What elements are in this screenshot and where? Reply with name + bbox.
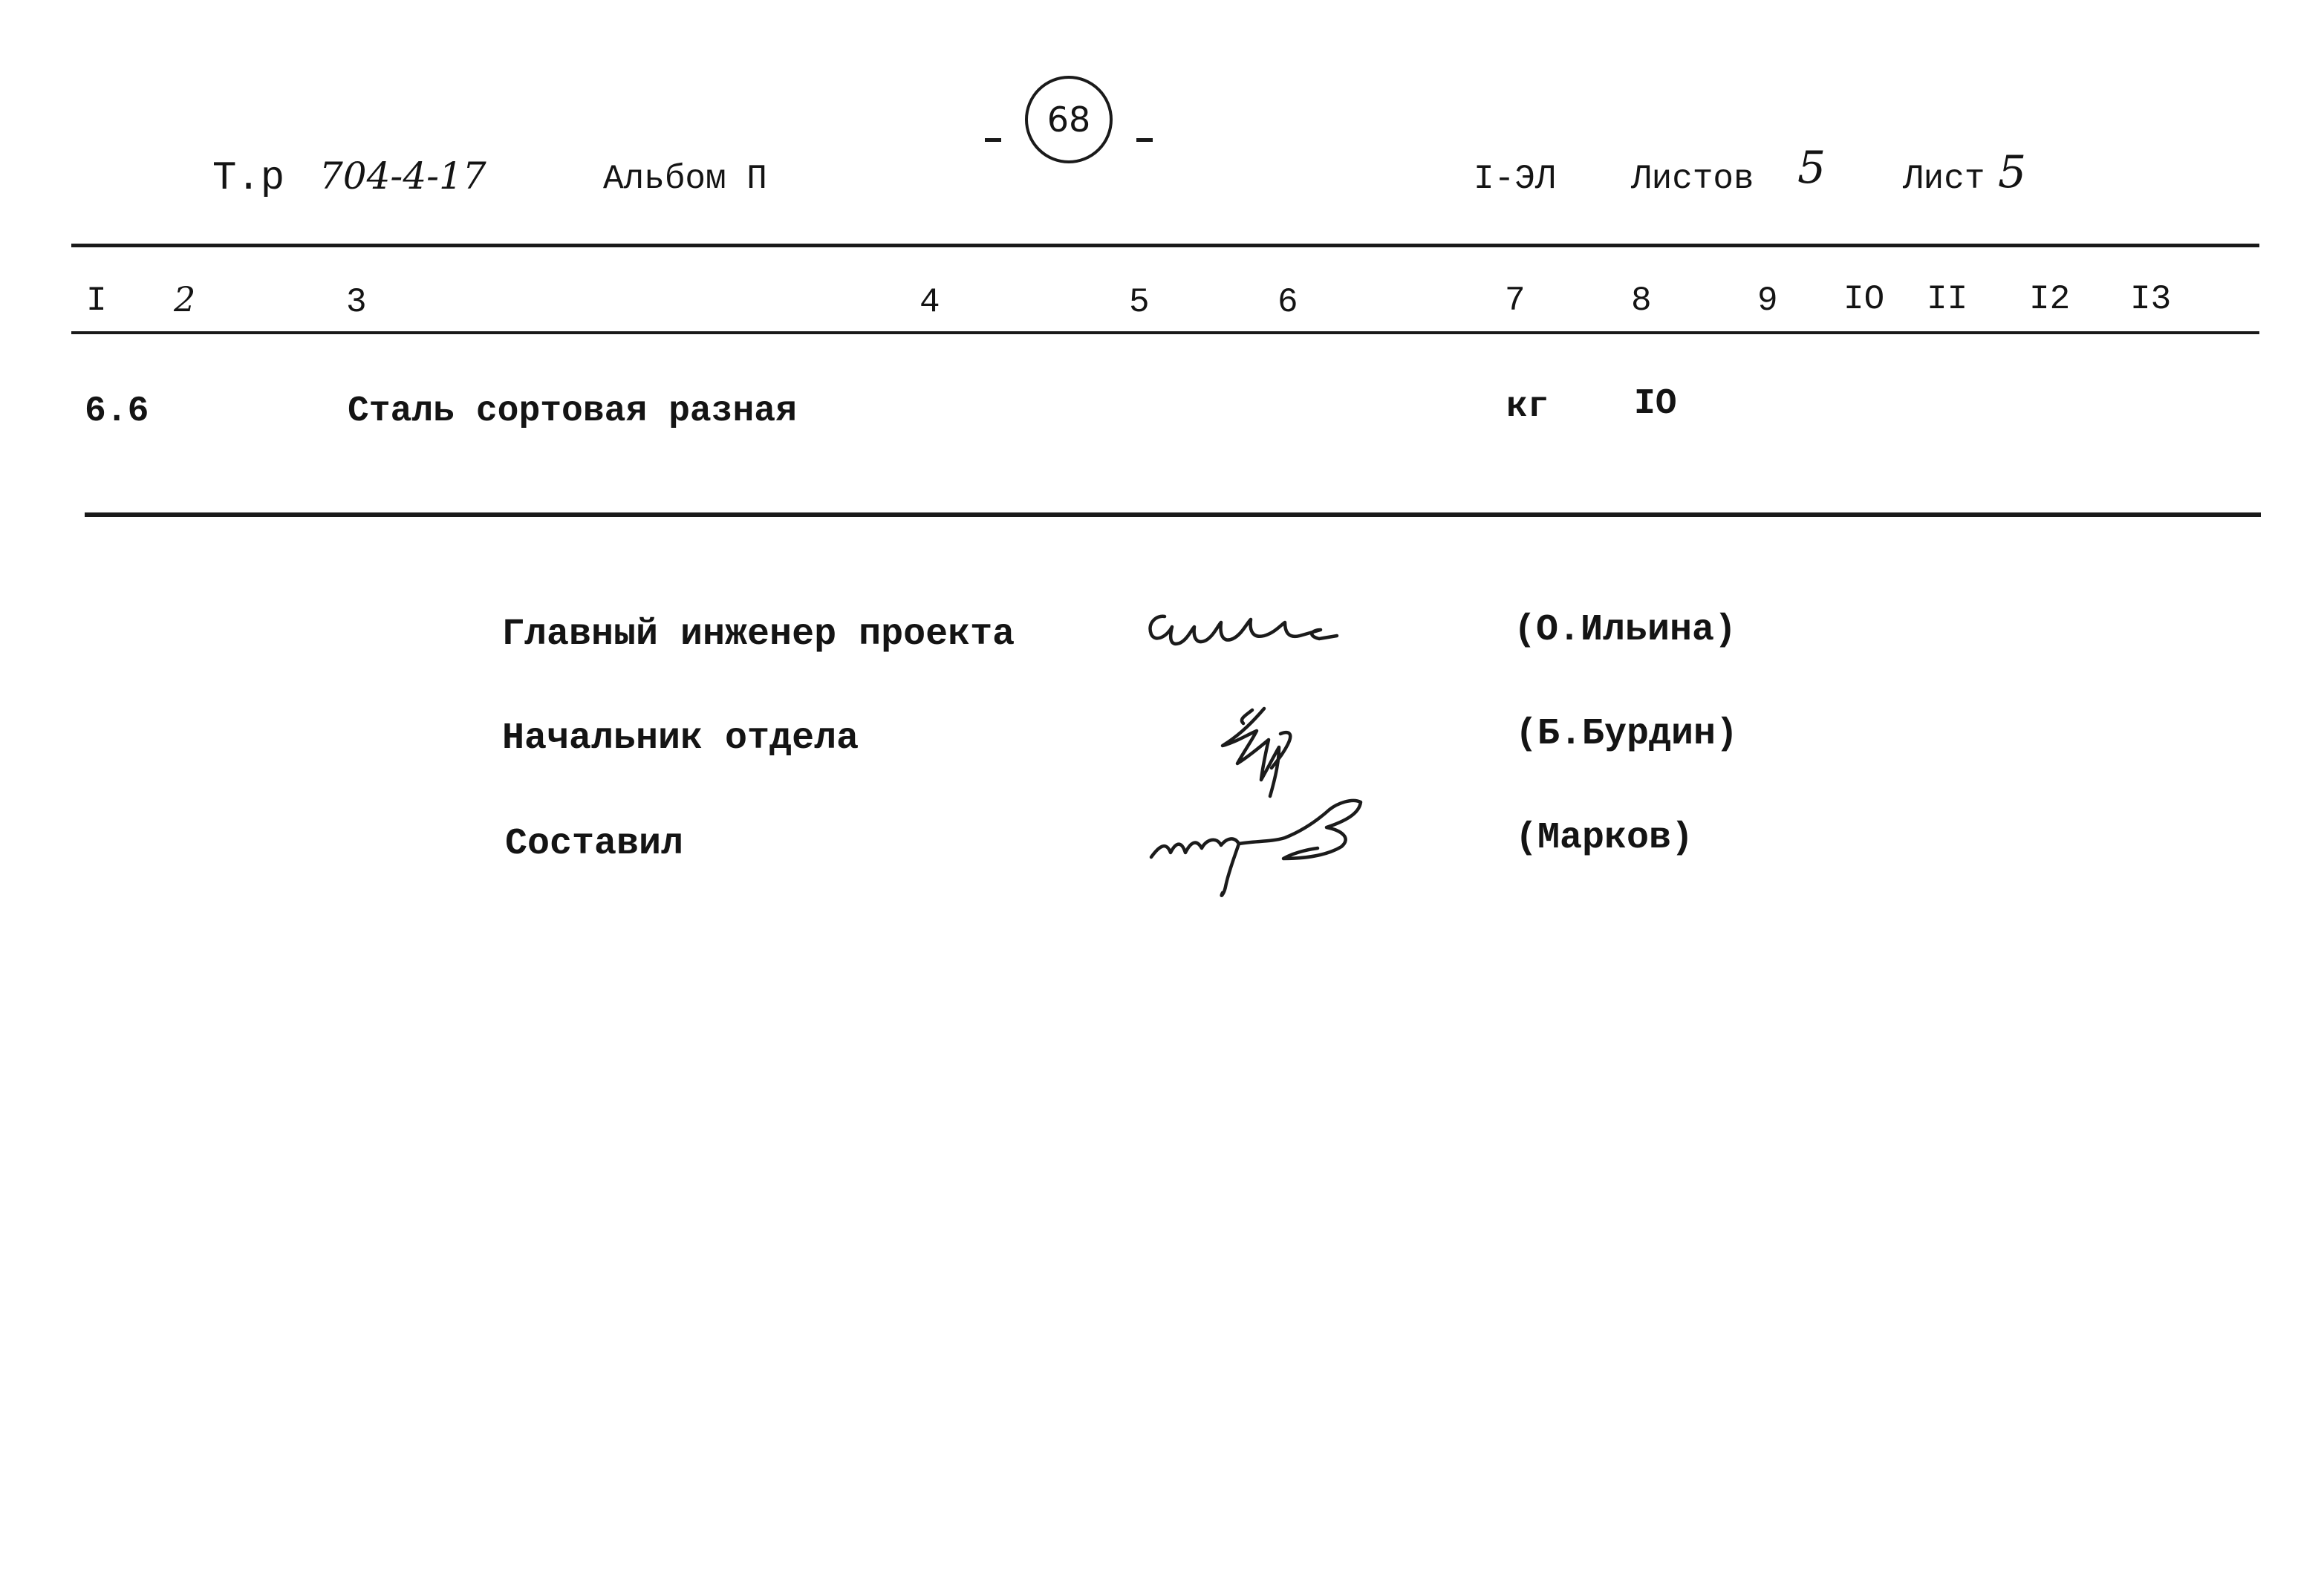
page-number-text: 68 [1047,100,1091,140]
column-number: I2 [2029,280,2071,319]
column-number: 6 [1277,283,1298,322]
sheets-label: Листов [1631,160,1754,198]
item-quantity: IO [1634,384,1677,424]
column-number: 5 [1129,283,1150,322]
role-chief-engineer: Главный инженер проекта [502,613,1015,656]
header-rule [71,244,2259,247]
column-number: IO [1843,280,1885,319]
name-compiler: (Марков) [1515,817,1694,859]
column-number: 4 [919,283,940,322]
sheet-label: Лист [1903,160,1985,198]
item-unit: кг [1506,387,1549,427]
doc-code-number: 704-4-17 [319,154,486,198]
column-number: 2 [174,279,196,319]
sheet-value: 5 [1998,146,2027,198]
section-code: I-ЭЛ [1474,160,1556,198]
sheets-value: 5 [1797,142,1826,194]
page-number [1025,76,1113,163]
column-number: 9 [1757,281,1778,320]
table-bottom-rule [85,512,2261,517]
role-department-head: Начальник отдела [502,717,859,760]
role-compiler: Составил [505,823,684,865]
column-number: I [86,281,107,320]
column-number: II [1927,280,1968,319]
signature-compiler [1136,775,1404,917]
column-number: 7 [1505,281,1526,320]
column-number: I3 [2130,280,2172,319]
page-number-dash-left [985,138,1001,142]
doc-code-prefix: Т.р [212,156,285,201]
item-number: 6.6 [85,391,149,432]
album-label: Альбом П [603,160,767,198]
column-header-rule [71,331,2259,334]
item-name: Сталь сортовая разная [348,391,797,432]
name-department-head: (Б.Бурдин) [1515,713,1739,755]
name-chief-engineer: (О.Ильина) [1514,609,1737,651]
page-number-dash-right [1136,138,1153,142]
column-number: 8 [1631,281,1652,320]
column-number: 3 [346,283,367,322]
signature-chief-engineer [1142,597,1350,664]
